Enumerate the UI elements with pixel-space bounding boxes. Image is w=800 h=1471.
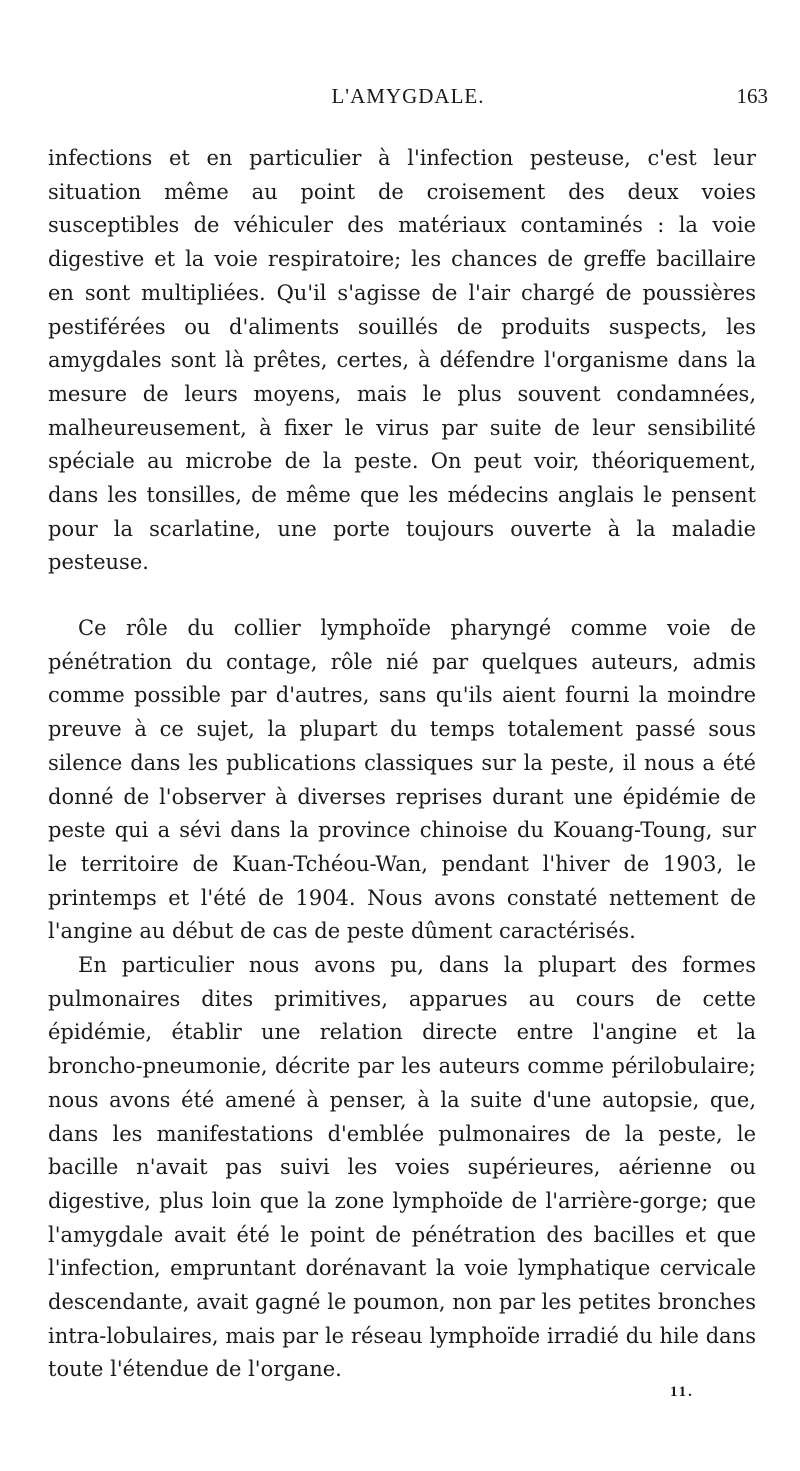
running-title: L'AMYGDALE. bbox=[331, 84, 485, 108]
paragraph-1: infections et en particulier à l'infection pesteuse, c'est leur situation même au point de croisement des deux voies susceptibles de véhiculer des matériaux contaminés : la voie digestive et la voie respiratoire; les chances de greffe bacillaire en sont multipliées. Qu'il s'agisse de l'air chargé de poussières pestiférées ou d'aliments souillés de produits suspects, les amygdales sont là prêtes, certes, à défendre l'organisme dans la mesure de leurs moyens, mais le plus souvent condamnées, malheureusement, à fixer le virus par suite de leur sensibilité spéciale au microbe de la peste. On peut voir, théoriquement, dans les tonsilles, de même que les médecins anglais le pensent pour la scarlatine, une porte toujours ouverte à la maladie pesteuse. bbox=[48, 146, 756, 575]
paragraph-3: En particulier nous avons pu, dans la plupart des formes pulmonaires dites primitives, apparues au cours de cette épidémie, établir une relation directe entre l'angine et la broncho-pneumonie, décrite par les auteurs comme périlobulaire; nous avons été amené à penser, à la suite d'une autopsie, que, dans les manifestations d'emblée pulmonaires de la peste, le bacille n'avait pas suivi les voies supérieures, aérienne ou digestive, plus loin que la zone lymphoïde de l'arrière-gorge; que l'amygdale avait été le point de pénétration des bacilles et que l'infection, empruntant dorénavant la voie lymphatique cervicale descendante, avait gagné le poumon, non par les petites bronches intra-lobulaires, mais par le réseau lymphoïde irradié du hile dans toute l'étendue de l'organe. bbox=[48, 953, 756, 1382]
running-head bbox=[48, 84, 768, 114]
paragraph-2: Ce rôle du collier lymphoïde pharyngé comme voie de pénétration du contage, rôle nié par quelques auteurs, admis comme possible par d'autres, sans qu'ils aient fourni la moindre preuve à ce sujet, la plupart du temps totalement passé sous silence dans les publications classiques sur la peste, il nous a été donné de l'observer à diverses reprises durant une épidémie de peste qui a sévi dans la province chinoise du Kouang-Toung, sur le territoire de Kuan-Tchéou-Wan, pendant l'hiver de 1903, le printemps et l'été de 1904. Nous avons constaté nettement de l'angine au début de cas de peste dûment caractérisés. bbox=[48, 616, 756, 944]
page-number: 163 bbox=[736, 84, 768, 108]
signature-mark: 11. bbox=[670, 1384, 694, 1400]
